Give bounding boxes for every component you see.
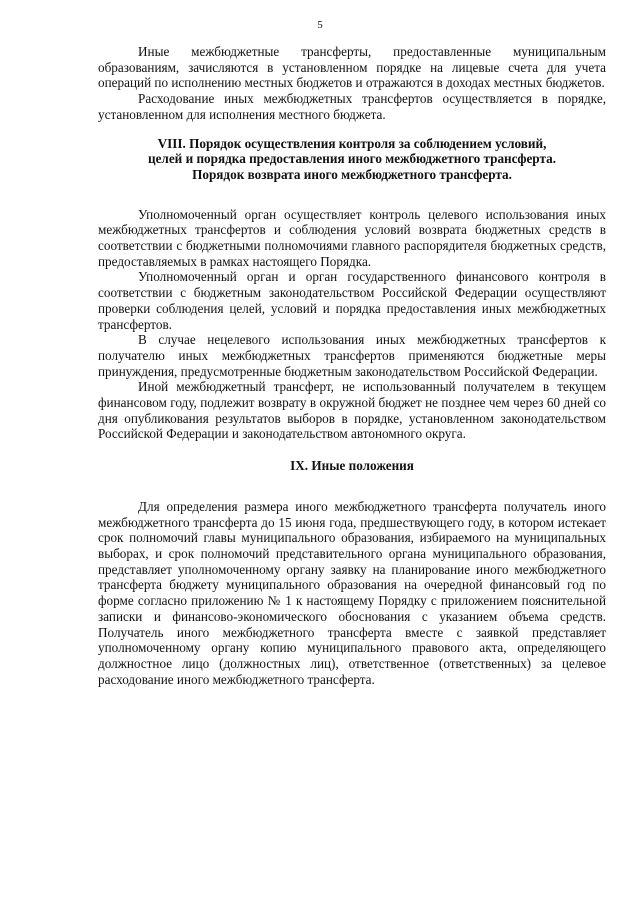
paragraph-other-provisions: Для определения размера иного межбюджетного трансферта получатель иного межбюджетного трансферта до 15 июня года, предшествующего году, в котором истекает срок полномочий главы муниципального образования, избираемого на муниципальных выборах, и срок полномочий представительного органа муниципального образования, представляет уполномоченному органу заявку на планирование иного межбюджетного трансферта бюджету муниципального образования на очередной финансовый год по форме согласно приложению № 1 к настоящему Порядку с приложением пояснительной записки и финансово-экономического обоснования с указанием объема средств. Получатель иного межбюджетного трансферта вместе с заявкой представляет уполномоченному органу копию муниципального правового акта, определяющего должностное лицо (должностных лиц), ответственное (ответственных) за целевое расходование иного межбюджетного трансферта. bbox=[98, 498, 606, 687]
document-body bbox=[98, 44, 606, 687]
section-8-heading-line: VIII. Порядок осуществления контроля за соблюдением условий, bbox=[157, 135, 547, 151]
section-8-heading bbox=[98, 136, 606, 183]
paragraph-transfers-spending: Расходование иных межбюджетных трансфертов осуществляется в порядке, установленном для исполнения местного бюджета. bbox=[98, 91, 606, 122]
section-8-heading-line: целей и порядка предоставления иного межбюджетного трансферта. bbox=[147, 151, 557, 167]
paragraph-misuse: В случае нецелевого использования иных межбюджетных трансфертов к получателю иных межбюджетных трансфертов применяются бюджетные меры принуждения, предусмотренные бюджетным законодательством Российской Федерации. bbox=[98, 332, 606, 379]
paragraph-control: Уполномоченный орган осуществляет контроль целевого использования иных межбюджетных трансфертов и соблюдения условий возврата бюджетных средств в соответствии с бюджетными полномочиями главного распорядителя бюджетных средств, предоставляемых в рамках настоящего Порядка. bbox=[98, 206, 606, 269]
page-number: 5 bbox=[317, 19, 323, 31]
paragraph-transfers-crediting: Иные межбюджетные трансферты, предоставленные муниципальным образованиям, зачисляются в установленном порядке на лицевые счета для учета операций по исполнению местных бюджетов и отражаются в доходах местных бюджетов. bbox=[98, 44, 606, 91]
section-9-heading: IX. Иные положения bbox=[290, 458, 414, 474]
paragraph-audits: Уполномоченный орган и орган государственного финансового контроля в соответствии с бюджетным законодательством Российской Федерации осуществляют проверки соблюдения целей, условий и порядка предоставления иных межбюджетных трансфертов. bbox=[98, 269, 606, 332]
paragraph-return: Иной межбюджетный трансферт, не использованный получателем в текущем финансовом году, подлежит возврату в окружной бюджет не позднее чем через 60 дней со дня опубликования результатов выборов в порядке, установленном законодательством Российской Федерации и законодательством автономного округа. bbox=[98, 379, 606, 442]
section-8-heading-line: Порядок возврата иного межбюджетного трансферта. bbox=[192, 166, 512, 182]
